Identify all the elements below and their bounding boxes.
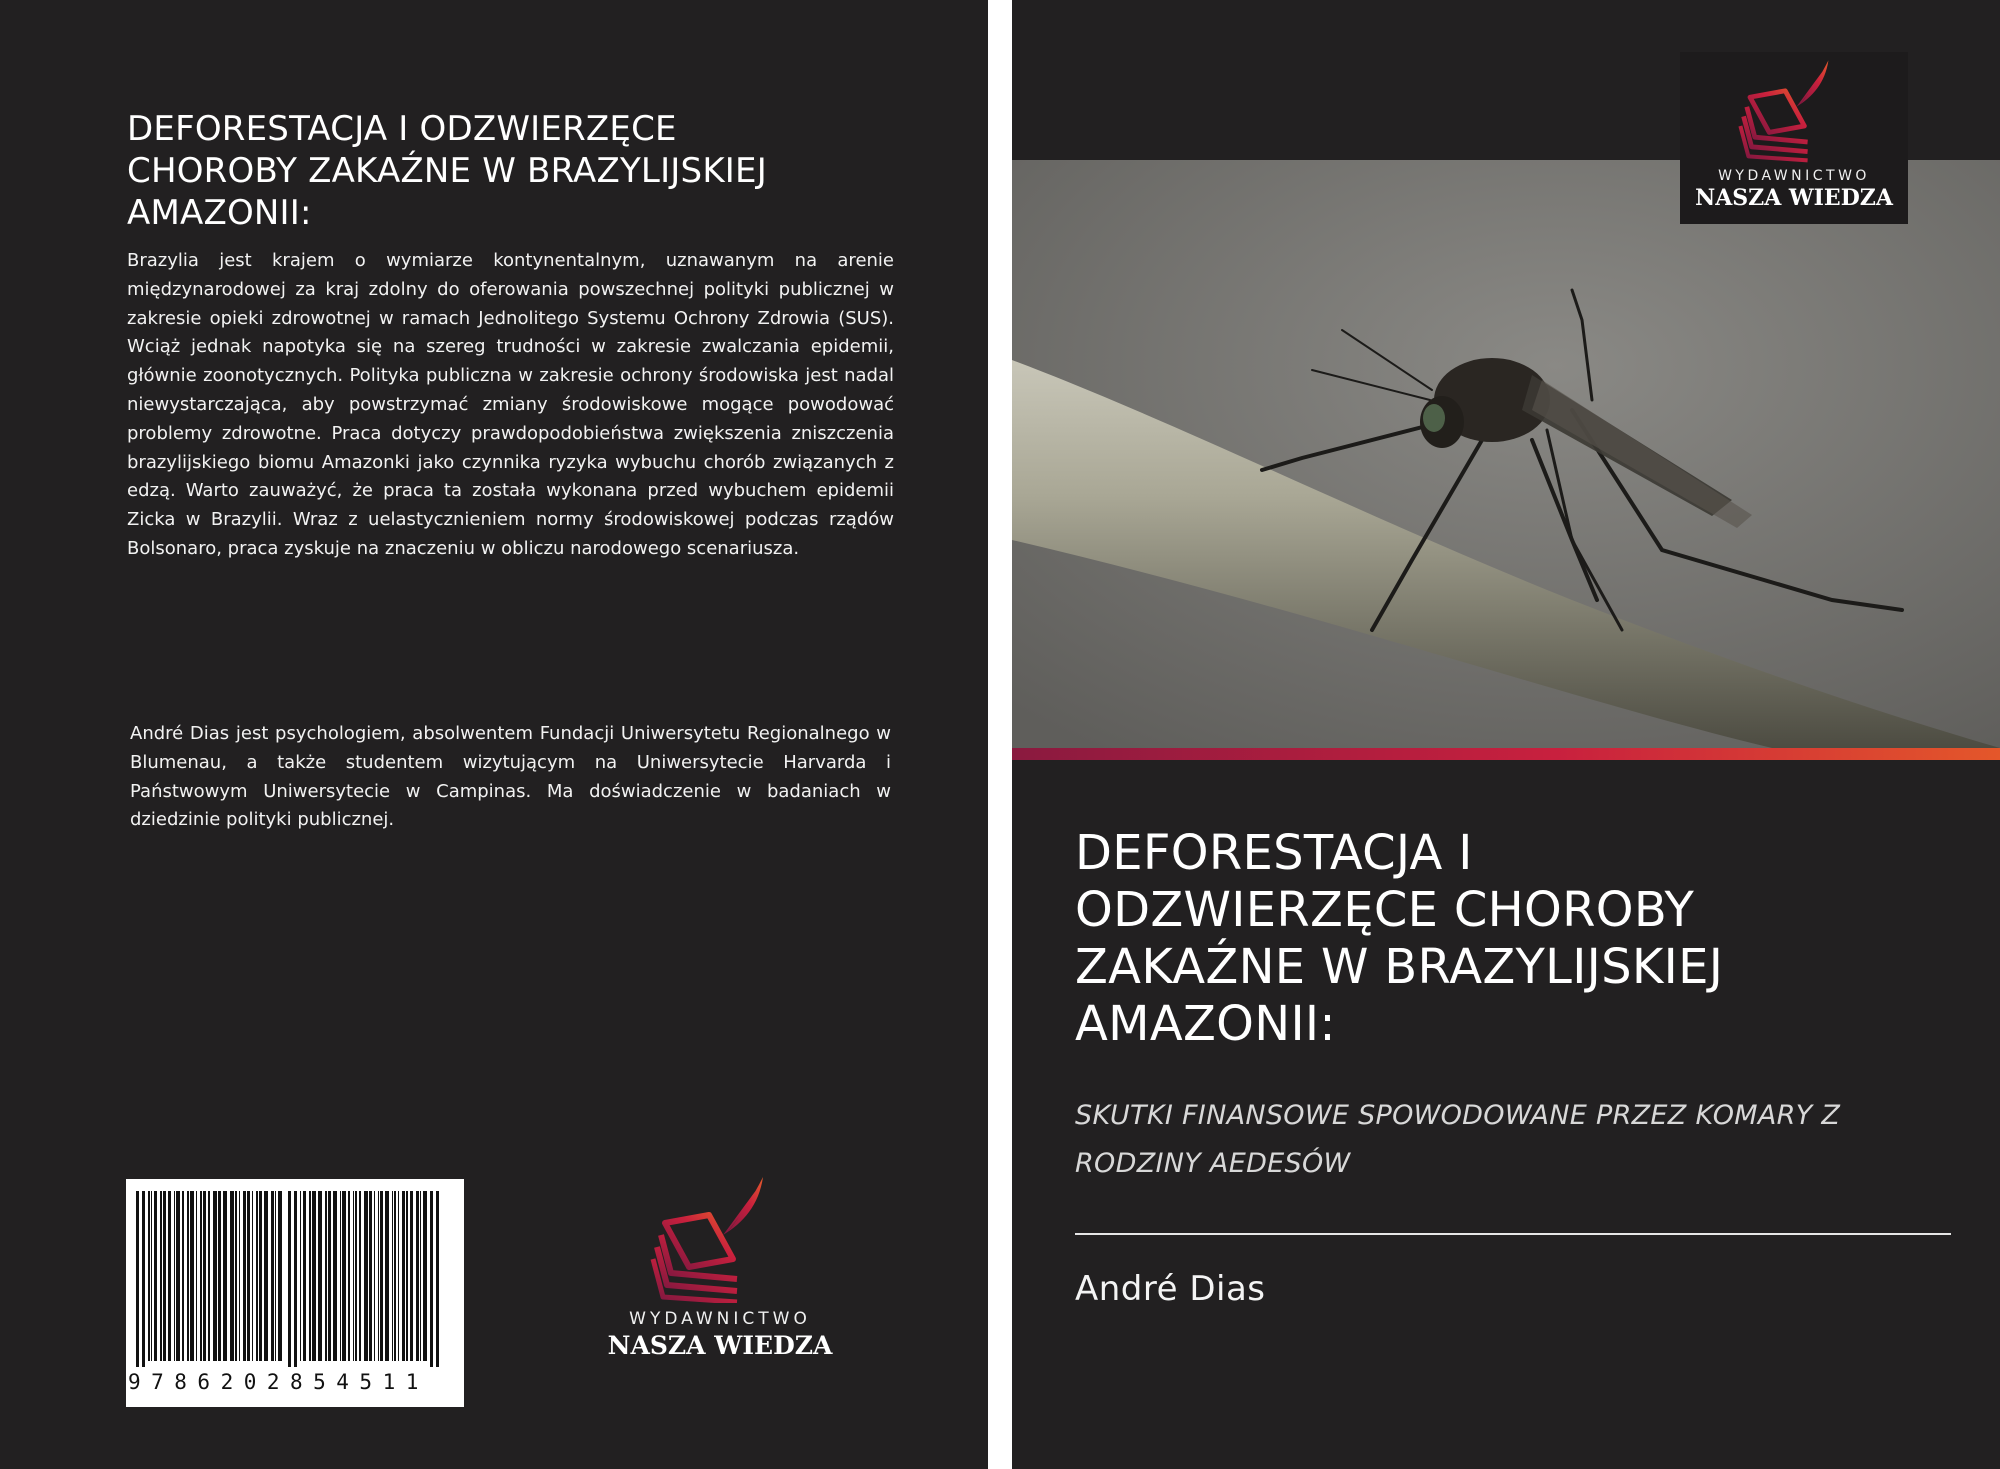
publisher-logo-back (590, 1175, 850, 1360)
publisher-logo-front (1680, 52, 1908, 224)
divider-line (1075, 1233, 1951, 1235)
front-title-line: ZAKAŹNE W BRAZYLIJSKIEJ (1075, 939, 1724, 995)
author-name: André Dias (1075, 1269, 1266, 1309)
front-title-line: DEFORESTACJA I (1075, 825, 1473, 881)
barcode-icon (126, 1179, 464, 1407)
back-title-line: CHOROBY ZAKAŹNE W BRAZYLIJSKIEJ (127, 151, 767, 191)
front-title-line: AMAZONII: (1075, 996, 1336, 1052)
front-cover-subtitle (1075, 1092, 1955, 1188)
front-cover (1012, 0, 2000, 1469)
accent-stripe (1012, 748, 2000, 760)
isbn-digits: 9786202854511 (128, 1370, 429, 1394)
front-cover-title (1075, 825, 1975, 1053)
book-quill-logo-icon (1680, 56, 1908, 164)
book-description: Brazylia jest krajem o wymiarze kontynentalnym, uznawanym na arenie międzynarodowej za kraj zdolny do oferowania powszechnej polityki publicznej w zakresie opieki zdrowotnej w ramach Jednolitego Systemu Ochrony Zdrowia (SUS). Wciąż jednak napotyka się na szereg trudności w zakresie zwalczania epidemii, głównie zoonotycznych. Polityka publiczna w zakresie ochrony środowiska jest nadal niewystarczająca, aby powstrzymać zmiany środowiskowe mogące powodować problemy zdrowotne. Praca dotyczy prawdopodobieństwa zwiększenia zniszczenia brazylijskiego biomu Amazonki jako czynnika ryzyka wybuchu chorób związanych z edzą. Warto zauważyć, że praca ta została wykonana przed wybuchem epidemii Zicka w Brazylii. Wraz z uelastycznieniem normy środowiskowej podczas rządów Bolsonaro, praca zyskuje na znaczeniu w obliczu narodowego scenariusza. (127, 250, 894, 559)
subtitle-line: RODZINY AEDESÓW (1075, 1148, 1351, 1179)
back-cover-title (127, 108, 907, 234)
author-bio: André Dias jest psychologiem, absolwentem Fundacji Uniwersytetu Regionalnego w Blumenau, a także studentem wizytującym na Uniwersytecie Harvarda i Państwowym Uniwersytecie w Campinas. Ma doświadczenie w badaniach w dziedzinie polityki publicznej. (130, 723, 891, 831)
publisher-kicker: WYDAWNICTWO (1718, 168, 1870, 184)
mosquito-on-stem-photo (1012, 160, 2000, 748)
subtitle-line: SKUTKI FINANSOWE SPOWODOWANE PRZEZ KOMARY Z (1075, 1100, 1841, 1131)
book-quill-logo-icon (590, 1175, 850, 1303)
publisher-name: NASZA WIEDZA (1695, 185, 1893, 211)
back-cover (0, 0, 988, 1469)
page-gap (988, 0, 1012, 1469)
publisher-name: NASZA WIEDZA (607, 1331, 833, 1360)
front-title-line: ODZWIERZĘCE CHOROBY (1075, 882, 1695, 938)
back-title-line: DEFORESTACJA I ODZWIERZĘCE (127, 109, 677, 149)
back-title-line: AMAZONII: (127, 193, 312, 233)
publisher-kicker: WYDAWNICTWO (629, 1309, 811, 1329)
